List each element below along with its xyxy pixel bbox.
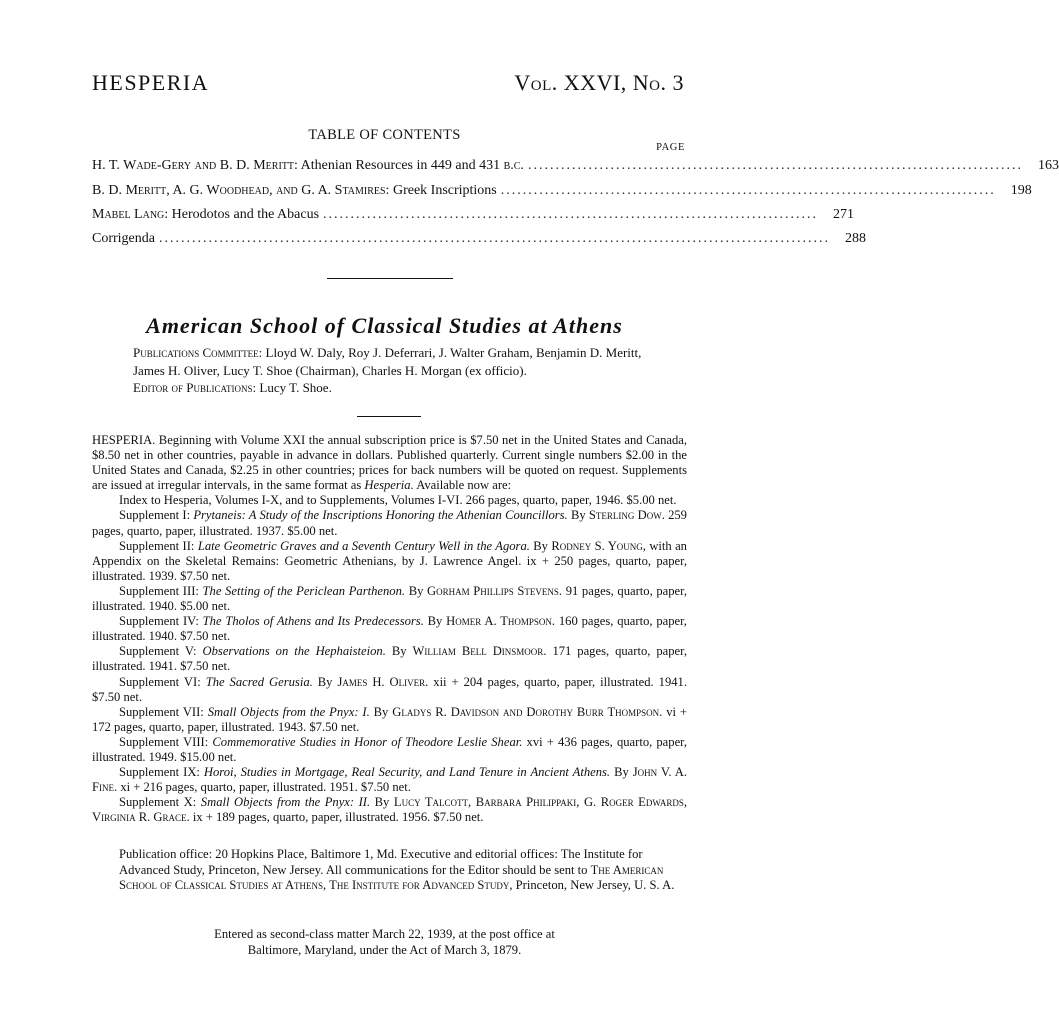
- postal-notice-line: Baltimore, Maryland, under the Act of March 3, 1879.: [247, 943, 522, 957]
- divider: [327, 278, 453, 279]
- volume-number: Vol. XXVI, No. 3: [514, 70, 684, 95]
- supplement-item: Supplement IV: The Tholos of Athens and Its Predecessors. By Homer A. Thompson. 160 pages, quarto, paper, illustrated. 1940. $7.50 net.: [92, 614, 687, 644]
- publications-committee: [133, 344, 673, 379]
- supplement-item: Supplement X: Small Objects from the Pnyx: II. By Lucy Talcott, Barbara Philippaki, G. Roger Edwards, Virginia R. Grace. ix + 189 pages, quarto, paper, illustrated. 1956. $7.50 net.: [92, 795, 687, 825]
- toc-title: TABLE OF CONTENTS: [308, 127, 461, 143]
- postal-notice: [0, 926, 769, 958]
- toc-entry-authors: B. D. Meritt, A. G. Woodhead, and G. A. Stamires:: [92, 183, 390, 198]
- dot-leader: ..........................................................................................: [527, 158, 1023, 173]
- toc-entry[interactable]: [92, 158, 1059, 176]
- supplement-item: Supplement III: The Setting of the Periclean Parthenon. By Gorham Phillips Stevens. 91 pages, quarto, paper, illustrated. 1940. $5.00 net.: [92, 583, 687, 614]
- postal-notice-line: Entered as second-class matter March 22, 1939, at the post office at: [214, 927, 555, 941]
- toc-entry-title: Herodotos and the Abacus: [171, 207, 320, 222]
- school-heading: American School of Classical Studies at Athens: [146, 313, 623, 338]
- toc-entry-suffix: b.c.: [503, 158, 524, 173]
- index-volume: Index to Hesperia, Volumes I-X, and to Supplements, Volumes I-VI. 266 pages, quarto, paper, 1946. $5.00 net.: [119, 493, 677, 508]
- supplement-item: Supplement VIII: Commemorative Studies in Honor of Theodore Leslie Shear. xvi + 436 pages, quarto, paper, illustrated. 1949. $15.00 net.: [92, 734, 687, 764]
- toc-entry-page: 198: [1010, 183, 1032, 198]
- toc-entry-authors: H. T. Wade-Gery and B. D. Meritt:: [92, 158, 298, 173]
- toc-entry[interactable]: [92, 207, 855, 225]
- editor-of-publications: [133, 380, 673, 396]
- publication-office-location: Princeton, New Jersey, U. S. A.: [515, 878, 675, 893]
- toc-entry[interactable]: [92, 183, 1032, 201]
- publication-office-address: The American School of Classical Studies at Athens, The Institute for Advanced Study,: [119, 862, 664, 893]
- committee-label: Publications Committee:: [133, 345, 263, 360]
- subscription-intro: HESPERIA. Beginning with Volume XXI the annual subscription price is $7.50 net in the United States and Canada, $8.50 net in other countries, payable in advance in dollars. Published quarterly. Current single numbers $2.00 in the United States and Canada, $2.25 in other countries; prices for back numbers will be quoted on request. Supplements are issued at irregular intervals, in the same format as Hesperia. Available now are:: [92, 433, 687, 493]
- toc-entry-page: 163: [1037, 158, 1059, 173]
- dot-leader: ..........................................................................................: [323, 207, 819, 222]
- toc-entry[interactable]: [92, 231, 866, 249]
- supplement-item: Supplement II: Late Geometric Graves and a Seventh Century Well in the Agora. By Rodney S. Young, with an Appendix on the Skeletal Remains: Geometric Athenians, by J. Lawrence Angel. ix + 250 pages, quarto, paper, illustrated. 1939. $7.50 net.: [92, 538, 687, 583]
- supplement-item: Supplement VII: Small Objects from the Pnyx: I. By Gladys R. Davidson and Dorothy Burr Thompson. vi + 172 pages, quarto, paper, illustrated. 1943. $7.50 net.: [92, 704, 688, 734]
- publication-office-text: Publication office: 20 Hopkins Place, Baltimore 1, Md. Executive and editorial offices: The Institute for Advanced Study, Princeton, New Jersey. All communications for the Editor should be sent to: [119, 847, 643, 877]
- journal-title: HESPERIA: [92, 70, 210, 95]
- publication-office: [119, 847, 687, 894]
- supplement-item: Supplement IX: Horoi, Studies in Mortgage, Real Security, and Land Tenure in Ancient Athens. By John V. A. Fine. xi + 216 pages, quarto, paper, illustrated. 1951. $7.50 net.: [92, 765, 687, 795]
- dot-leader: ..........................................................................................: [500, 183, 996, 198]
- toc-page-label: PAGE: [656, 142, 685, 153]
- toc-entry-authors: Mabel Lang:: [92, 207, 169, 222]
- toc-entry-title: Athenian Resources in 449 and 431: [300, 158, 501, 173]
- toc-entry-page: 271: [833, 207, 855, 222]
- editor-name: Lucy T. Shoe.: [259, 380, 332, 395]
- toc-entry-title: Greek Inscriptions: [392, 183, 497, 198]
- supplement-item: Supplement VI: The Sacred Gerusia. By James H. Oliver. xii + 204 pages, quarto, paper, illustrated. 1941. $7.50 net.: [92, 674, 687, 704]
- toc-entry-page: 288: [844, 231, 866, 246]
- toc-entry-title: Corrigenda: [92, 231, 155, 246]
- committee-members: Lloyd W. Daly, Roy J. Deferrari, J. Walter Graham, Benjamin D. Meritt, James H. Oliver, Lucy T. Shoe (Chairman), Charles H. Morgan (ex officio).: [133, 345, 642, 378]
- supplement-item: Supplement I: Prytaneis: A Study of the Inscriptions Honoring the Athenian Councillors. By Sterling Dow. 259 pages, quarto, paper, illustrated. 1937. $5.00 net.: [92, 508, 687, 538]
- supplement-item: Supplement V: Observations on the Hephaisteion. By William Bell Dinsmoor. 171 pages, quarto, paper, illustrated. 1941. $7.50 net.: [92, 644, 687, 674]
- dot-leader: ..........................................................................................................................: [158, 231, 830, 246]
- editor-label: Editor of Publications:: [133, 380, 257, 395]
- divider: [357, 416, 421, 417]
- subscription-info: [92, 433, 687, 825]
